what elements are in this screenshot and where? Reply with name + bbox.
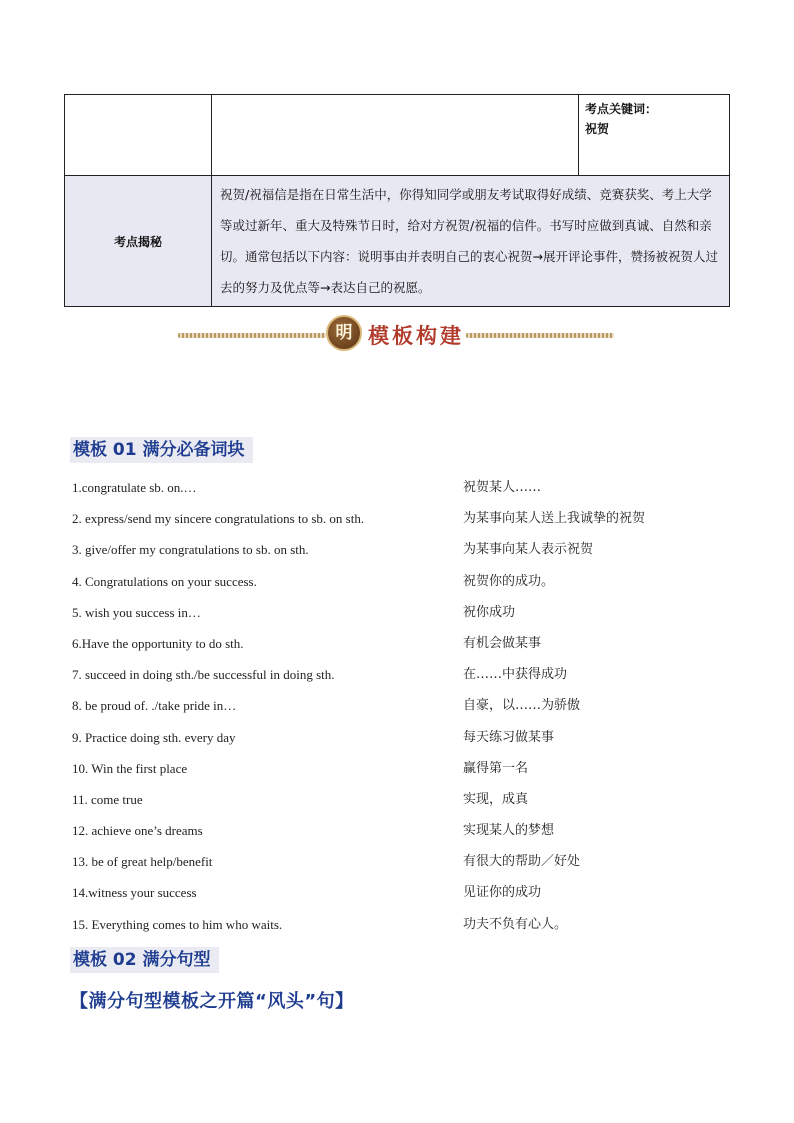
keyword-value: 祝贺 [585,122,610,136]
list-item [72,846,732,877]
vocab-zh: 实现某人的梦想 [463,823,555,839]
vocab-en: 12. achieve one’s dreams [72,823,203,839]
vocab-zh: 每天练习做某事 [463,729,555,745]
vocab-en: 13. be of great help/benefit [72,854,213,870]
info-cell-empty-1 [65,95,212,176]
vocab-zh: 祝贺某人…… [463,480,542,495]
list-item [72,597,732,628]
vocab-zh: 见证你的成功 [463,885,542,901]
list-item [72,503,732,534]
vocab-zh: 祝你成功 [463,604,516,620]
list-item [72,690,732,721]
list-item [72,628,732,659]
banner-badge: 明 [326,315,362,351]
banner-rule-right [466,333,614,338]
template1-heading: 模板 01 满分必备词块 [70,437,253,463]
list-item [72,753,732,784]
list-item [72,909,732,940]
vocab-en: 7. succeed in doing sth./be successful in doing sth. [72,667,335,683]
vocab-en: 9. Practice doing sth. every day [72,729,236,745]
vocab-en: 11. come true [72,791,143,807]
vocab-en: 8. be proud of. ./take pride in… [72,698,237,714]
info-table [64,94,730,307]
reveal-label: 考点揭秘 [65,176,212,307]
keyword-cell [579,95,730,176]
list-item [72,722,732,753]
vocab-list [72,472,732,940]
vocab-en: 14.witness your success [72,885,197,901]
vocab-en: 15. Everything comes to him who waits. [72,916,283,932]
vocab-zh: 有很大的帮助／好处 [463,854,581,870]
vocab-zh: 赢得第一名 [463,760,529,776]
list-item [72,534,732,565]
info-cell-empty-2 [212,95,579,176]
vocab-en: 10. Win the first place [72,760,188,776]
vocab-zh: 祝贺你的成功。 [463,573,555,589]
vocab-zh: 为某事向某人表示祝贺 [463,542,594,558]
vocab-en: 4. Congratulations on your success. [72,573,257,589]
list-item [72,877,732,908]
vocab-en: 5. wish you success in… [72,604,201,620]
vocab-zh: 实现，成真 [463,791,529,807]
vocab-zh: 在……中获得成功 [463,667,568,683]
keyword-label: 考点关键词： [585,102,658,116]
vocab-zh: 为某事向某人送上我诚挚的祝贺 [463,511,646,527]
template2-heading: 模板 02 满分句型 [70,947,219,973]
list-item [72,815,732,846]
banner-title: 模板构建 [368,323,464,348]
vocab-en: 2. express/send my sincere congratulations to sb. on sth. [72,511,365,527]
vocab-en: 3. give/offer my congratulations to sb. on sth. [72,542,309,558]
banner-rule-left [178,333,326,338]
list-item [72,784,732,815]
reveal-text: 祝贺/祝福信是指在日常生活中，你得知同学或朋友考试取得好成绩、竞赛获奖、考上大学等或过新年、重大及特殊节日时，给对方祝贺/祝福的信件。书写时应做到真诚、自然和亲切。通常包括以下内容：说明事由并表明自己的衷心祝贺→展开评论事件，赞扬被祝贺人过去的努力及优点等→表达自己的祝愿。 [212,176,730,307]
vocab-zh: 自豪，以……为骄傲 [463,698,581,714]
list-item [72,472,732,503]
vocab-zh: 功夫不负有心人。 [463,916,568,932]
section-banner [176,314,616,354]
vocab-en: 6.Have the opportunity to do sth. [72,635,244,651]
sentence-pattern-subheading: 【满分句型模板之开篇“风头”句】 [70,991,354,1012]
vocab-zh: 有机会做某事 [463,635,542,651]
list-item [72,566,732,597]
list-item [72,659,732,690]
vocab-en: 1.congratulate sb. on.… [72,480,197,495]
